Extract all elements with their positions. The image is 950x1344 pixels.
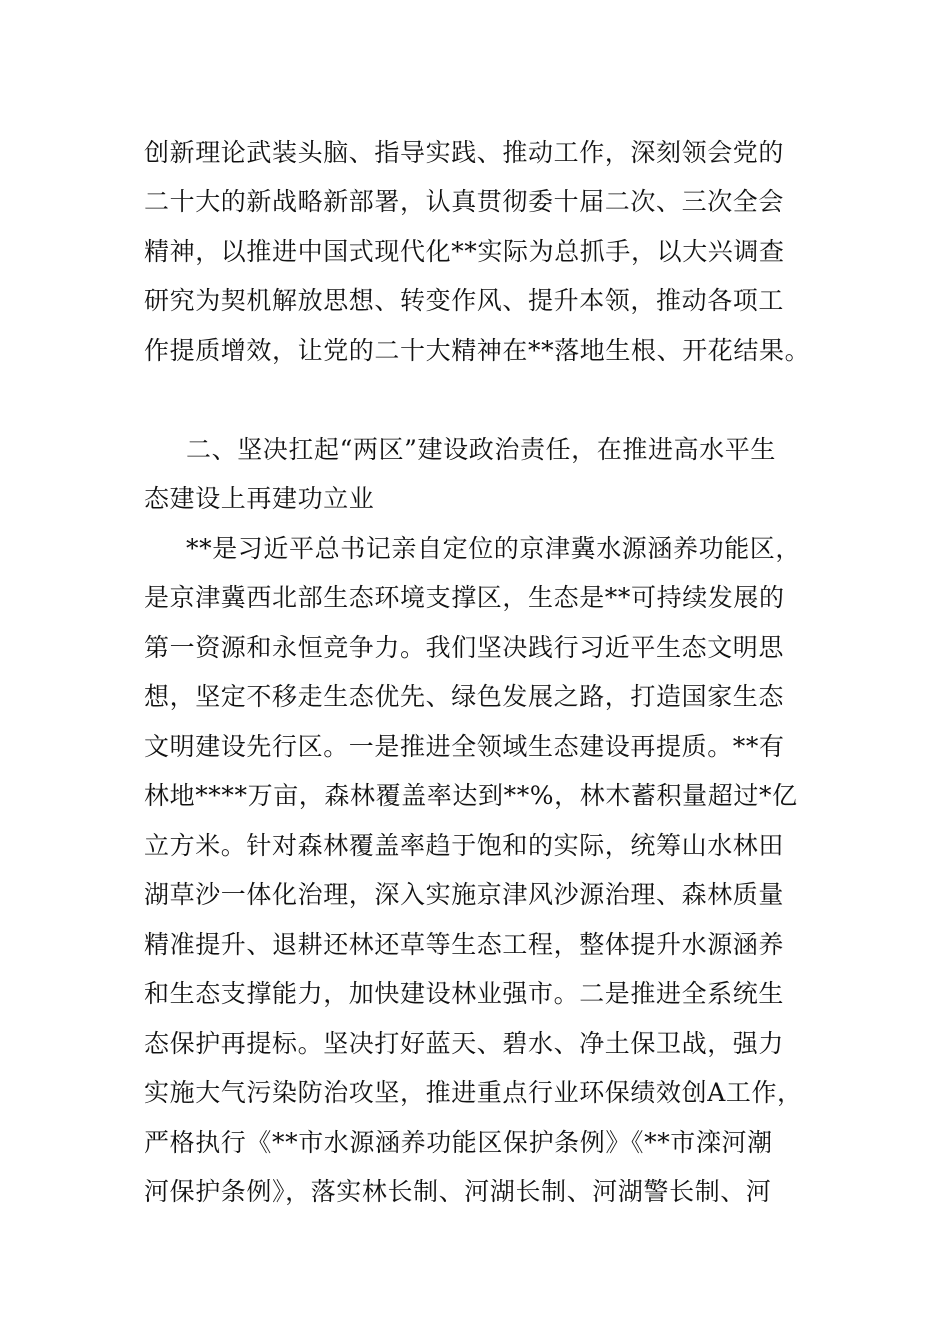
paragraph-2-line: 立方米。针对森林覆盖率趋于饱和的实际，统筹山水林田 bbox=[144, 831, 785, 860]
paragraph-2-line: **是习近平总书记亲自定位的京津冀水源涵养功能区， bbox=[186, 534, 802, 563]
paragraph-2-line: 想，坚定不移走生态优先、绿色发展之路，打造国家生态 bbox=[144, 682, 785, 711]
paragraph-1-line: 二十大的新战略新部署，认真贯彻委十届二次、三次全会 bbox=[144, 187, 785, 216]
paragraph-2-line: 和生态支撑能力，加快建设林业强市。二是推进全系统生 bbox=[144, 979, 785, 1008]
paragraph-2-line: 第一资源和永恒竞争力。我们坚决践行习近平生态文明思 bbox=[144, 633, 785, 662]
paragraph-2-line: 实施大气污染防治攻坚，推进重点行业环保绩效创A工作， bbox=[144, 1078, 803, 1107]
paragraph-2-line: 态保护再提标。坚决打好蓝天、碧水、净土保卫战，强力 bbox=[144, 1029, 785, 1058]
paragraph-1-line: 研究为契机解放思想、转变作风、提升本领，推动各项工 bbox=[144, 286, 785, 315]
paragraph-2-line: 严格执行《**市水源涵养功能区保护条例》《**市滦河潮 bbox=[144, 1128, 773, 1157]
paragraph-2-line: 林地****万亩，森林覆盖率达到**%，林木蓄积量超过*亿 bbox=[144, 781, 798, 810]
paragraph-1-line: 精神，以推进中国式现代化**实际为总抓手，以大兴调查 bbox=[144, 237, 785, 266]
paragraph-2-line: 文明建设先行区。一是推进全领域生态建设再提质。**有 bbox=[144, 732, 785, 761]
paragraph-2-line: 精准提升、退耕还林还草等生态工程，整体提升水源涵养 bbox=[144, 930, 785, 959]
paragraph-2-line: 湖草沙一体化治理，深入实施京津风沙源治理、森林质量 bbox=[144, 880, 785, 909]
paragraph-1-line: 作提质增效，让党的二十大精神在**落地生根、开花结果。 bbox=[144, 336, 811, 365]
section-heading-line: 态建设上再建功立业 bbox=[144, 484, 375, 513]
paragraph-2-line: 河保护条例》，落实林长制、河湖长制、河湖警长制、河 bbox=[144, 1177, 772, 1206]
paragraph-2-line: 是京津冀西北部生态环境支撑区，生态是**可持续发展的 bbox=[144, 583, 785, 612]
section-heading-line: 二、坚决扛起“两区”建设政治责任，在推进高水平生 bbox=[186, 435, 776, 464]
paragraph-1-line: 创新理论武装头脑、指导实践、推动工作，深刻领会党的 bbox=[144, 138, 785, 167]
